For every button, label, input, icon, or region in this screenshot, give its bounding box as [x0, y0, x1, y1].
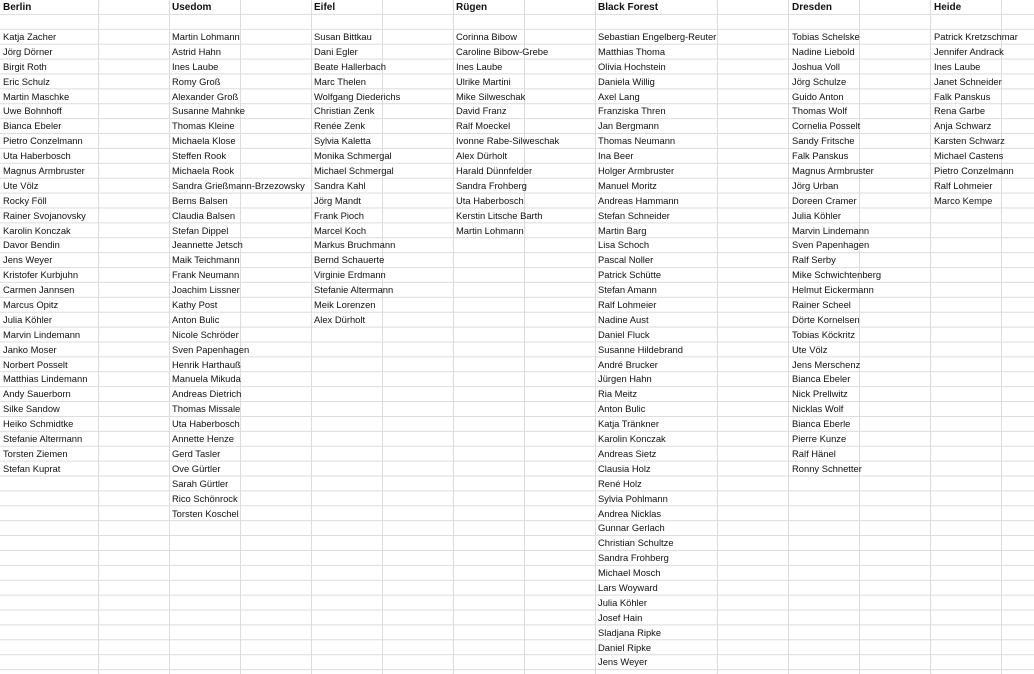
name-cell[interactable]: Ria Meitz [598, 388, 638, 400]
name-cell[interactable]: Jan Bergmann [598, 120, 659, 132]
column-divider [453, 0, 454, 674]
name-cell[interactable]: Bianca Ebeler [792, 373, 851, 385]
name-cell[interactable]: Christian Zenk [314, 105, 375, 117]
name-cell[interactable]: Frank Neumann [172, 269, 240, 281]
name-cell[interactable]: Falk Panskus [792, 150, 849, 162]
name-cell[interactable]: Sandra Kahl [314, 179, 366, 191]
name-cell[interactable]: Michaela Klose [172, 135, 236, 147]
name-cell[interactable]: Rainer Scheel [792, 299, 851, 311]
name-cell[interactable]: Torsten Koschel [172, 507, 239, 519]
name-cell[interactable]: René Holz [598, 477, 642, 489]
name-cell[interactable]: Karolin Konczak [3, 224, 71, 236]
name-cell[interactable]: Uta Haberbosch [456, 194, 524, 206]
name-cell[interactable]: Sandra Frohberg [456, 179, 527, 191]
column-header[interactable]: Eifel [314, 2, 336, 13]
name-cell[interactable]: Julia Köhler [792, 209, 841, 221]
name-cell[interactable]: Karolin Konczak [598, 433, 666, 445]
name-cell[interactable]: Nicklas Wolf [792, 403, 844, 415]
name-cell[interactable]: Marvin Lindemann [792, 224, 870, 236]
name-cell[interactable]: Nadine Aust [598, 313, 649, 325]
name-cell[interactable]: Josef Hain [598, 611, 643, 623]
name-cell[interactable]: Gunnar Gerlach [598, 522, 665, 534]
name-cell[interactable]: Andreas Dietrich [172, 388, 242, 400]
name-cell[interactable]: Ivonne Rabe-Silweschak [456, 135, 560, 147]
name-cell[interactable]: Falk Panskus [934, 90, 991, 102]
name-cell[interactable]: Sylvia Kaletta [314, 135, 371, 147]
name-cell[interactable]: Janet Schneider [934, 75, 1002, 87]
name-cell[interactable]: Jennifer Andrack [934, 45, 1004, 57]
name-cell[interactable]: Matthias Thoma [598, 45, 666, 57]
name-cell[interactable]: Alexander Groß [172, 90, 239, 102]
column-divider [595, 0, 596, 674]
name-cell[interactable]: Christian Schultze [598, 537, 674, 549]
name-cell[interactable]: Ralf Lohmeier [934, 179, 993, 191]
name-cell[interactable]: David Franz [456, 105, 507, 117]
name-cell[interactable]: Julia Köhler [598, 596, 647, 608]
name-cell[interactable]: Stefanie Altermann [3, 433, 83, 445]
name-cell[interactable]: Carmen Jannsen [3, 284, 75, 296]
name-cell[interactable]: Jens Weyer [3, 254, 53, 266]
name-cell[interactable]: Manuel Moritz [598, 179, 657, 191]
name-cell[interactable]: Ines Laube [456, 60, 503, 72]
name-cell[interactable]: Uta Haberbosch [3, 150, 71, 162]
name-cell[interactable]: Torsten Ziemen [3, 447, 68, 459]
name-cell[interactable]: Astrid Hahn [172, 45, 221, 57]
name-cell[interactable]: Andrea Nicklas [598, 507, 662, 519]
name-cell[interactable]: Norbert Posselt [3, 358, 68, 370]
name-cell[interactable]: Kerstin Litsche Barth [456, 209, 543, 221]
name-list [934, 30, 1018, 209]
name-cell[interactable]: Nadine Liebold [792, 45, 855, 57]
name-cell[interactable]: Andreas Sietz [598, 447, 657, 459]
name-cell[interactable]: Romy Groß [172, 75, 221, 87]
name-cell[interactable]: Stefan Dippel [172, 224, 229, 236]
name-cell[interactable]: Marvin Lindemann [3, 328, 81, 340]
name-cell[interactable]: Caroline Bibow-Grebe [456, 45, 549, 57]
name-cell[interactable]: Michael Mosch [598, 567, 661, 579]
name-cell[interactable]: Bianca Ebeler [3, 120, 62, 132]
name-cell[interactable]: Meik Lorenzen [314, 299, 376, 311]
column-header[interactable]: Black Forest [598, 2, 659, 13]
name-cell[interactable]: Pascal Noller [598, 254, 654, 266]
name-cell[interactable]: Jörg Mandt [314, 194, 361, 206]
name-cell[interactable]: Daniela Willig [598, 75, 655, 87]
name-cell[interactable]: Gerd Tasler [172, 447, 221, 459]
name-cell[interactable]: Lisa Schoch [598, 239, 650, 251]
name-cell[interactable]: Kristofer Kurbjuhn [3, 269, 79, 281]
name-cell[interactable]: Ove Gürtler [172, 462, 221, 474]
name-cell[interactable]: Uwe Bohnhoff [3, 105, 62, 117]
name-cell[interactable]: Davor Bendin [3, 239, 60, 251]
name-cell[interactable]: Ralf Serby [792, 254, 836, 266]
name-cell[interactable]: Sebastian Engelberg-Reuter [598, 31, 717, 42]
name-cell[interactable]: Daniel Ripke [598, 641, 652, 653]
name-cell[interactable]: Stefan Kuprat [3, 462, 61, 474]
name-cell[interactable]: Eric Schulz [3, 75, 50, 87]
name-cell[interactable]: Dörte Kornelsen [792, 313, 860, 325]
name-cell[interactable]: Cornelia Posselt [792, 120, 861, 132]
name-cell[interactable]: Pietro Conzelmann [934, 165, 1014, 177]
name-cell[interactable]: Pietro Conzelmann [3, 135, 83, 147]
name-cell[interactable]: Martin Lohmann [456, 224, 524, 236]
name-cell[interactable]: Joachim Lissner [172, 284, 240, 296]
column-header[interactable]: Usedom [172, 2, 212, 13]
name-cell[interactable]: Berns Balsen [172, 194, 228, 206]
column-divider [169, 0, 170, 674]
column-header[interactable]: Rügen [456, 2, 488, 13]
name-cell[interactable]: Mike Schwichtenberg [792, 269, 882, 281]
name-cell[interactable]: Nicole Schröder [172, 328, 239, 340]
name-cell[interactable]: Martin Lohmann [172, 31, 240, 42]
name-cell[interactable]: Kathy Post [172, 299, 218, 311]
name-cell[interactable]: Ute Völz [792, 343, 828, 355]
name-cell[interactable]: Jürgen Hahn [598, 373, 652, 385]
name-cell[interactable]: Jeannette Jetsch [172, 239, 243, 251]
name-cell[interactable]: Patrick Kretzschmar [934, 31, 1018, 42]
name-cell[interactable]: Anja Schwarz [934, 120, 992, 132]
name-cell[interactable]: Michaela Rook [172, 165, 235, 177]
name-cell[interactable]: Guido Anton [792, 90, 844, 102]
name-cell[interactable]: Thomas Neumann [598, 135, 676, 147]
name-cell[interactable]: Jörg Dörner [3, 45, 53, 57]
name-cell[interactable]: Dani Egler [314, 45, 358, 57]
name-cell[interactable]: Sylvia Pohlmann [598, 492, 668, 504]
name-cell[interactable]: Doreen Cramer [792, 194, 857, 206]
name-list [456, 30, 559, 238]
name-cell[interactable]: Lars Woyward [598, 581, 658, 593]
name-cell[interactable]: Markus Bruchmann [314, 239, 396, 251]
name-cell[interactable]: Alex Dürholt [456, 150, 508, 162]
name-cell[interactable]: Tobias Schelske [792, 31, 860, 42]
name-cell[interactable]: Alex Dürholt [314, 313, 366, 325]
name-cell[interactable]: Stefan Schneider [598, 209, 670, 221]
name-list [3, 30, 87, 477]
name-cell[interactable]: Pierre Kunze [792, 433, 847, 445]
name-cell[interactable]: Sladjana Ripke [598, 626, 662, 638]
column-divider [930, 0, 931, 674]
name-cell[interactable]: Wolfgang Diederichs [314, 90, 401, 102]
name-cell[interactable]: Rico Schönrock [172, 492, 238, 504]
name-cell[interactable]: Clausia Holz [598, 462, 651, 474]
name-cell[interactable]: Anton Bulic [172, 313, 220, 325]
name-cell[interactable]: André Brucker [598, 358, 658, 370]
name-cell[interactable]: Nick Prellwitz [792, 388, 848, 400]
name-cell[interactable]: Sven Papenhagen [172, 343, 250, 355]
name-cell[interactable]: Marcel Koch [314, 224, 367, 236]
name-cell[interactable]: Sandra Grießmann-Brzezowsky [172, 179, 305, 191]
name-cell[interactable]: Stefan Amann [598, 284, 657, 296]
name-cell[interactable]: Thomas Kleine [172, 120, 235, 132]
name-cell[interactable]: Silke Sandow [3, 403, 60, 415]
name-cell[interactable]: Sandra Frohberg [598, 552, 669, 564]
name-cell[interactable]: Magnus Armbruster [792, 165, 874, 177]
name-cell[interactable]: Maik Teichmann [172, 254, 240, 266]
name-cell[interactable]: Andreas Hammann [598, 194, 679, 206]
name-cell[interactable]: Ronny Schnetter [792, 462, 862, 474]
name-cell[interactable]: Martin Barg [598, 224, 647, 236]
name-cell[interactable]: Mike Silweschak [456, 90, 526, 102]
name-cell[interactable]: Rainer Svojanovsky [3, 209, 86, 221]
column-divider [788, 0, 789, 674]
name-cell[interactable]: Patrick Schütte [598, 269, 662, 281]
name-cell[interactable]: Bernd Schauerte [314, 254, 385, 266]
name-cell[interactable]: Thomas Missale [172, 403, 241, 415]
name-cell[interactable]: Anton Bulic [598, 403, 646, 415]
name-cell[interactable]: Ralf Lohmeier [598, 299, 657, 311]
name-cell[interactable]: Susanne Hildebrand [598, 343, 683, 355]
name-cell[interactable]: Marc Thelen [314, 75, 366, 87]
name-cell[interactable]: Harald Dünnfelder [456, 165, 533, 177]
name-cell[interactable]: Monika Schmergal [314, 150, 392, 162]
name-cell[interactable]: Birgit Roth [3, 60, 47, 72]
name-cell[interactable]: Katja Zacher [3, 31, 57, 42]
name-cell[interactable]: Ralf Hänel [792, 447, 836, 459]
name-cell[interactable]: Steffen Rook [172, 150, 227, 162]
name-cell[interactable]: Tobias Köckritz [792, 328, 856, 340]
name-cell[interactable]: Marco Kempe [934, 194, 993, 206]
name-cell[interactable]: Martin Maschke [3, 90, 70, 102]
name-cell[interactable]: Henrik Harthauß [172, 358, 241, 370]
name-cell[interactable]: Susan Bittkau [314, 31, 372, 42]
name-cell[interactable]: Katja Tränkner [598, 418, 659, 430]
name-cell[interactable]: Susanne Mahnke [172, 105, 245, 117]
name-cell[interactable]: Annette Henze [172, 433, 235, 445]
name-cell[interactable]: Jörg Schulze [792, 75, 847, 87]
name-cell[interactable]: Ute Völz [3, 179, 39, 191]
name-cell[interactable]: Ines Laube [172, 60, 219, 72]
name-cell[interactable]: Manuela Mikuda [172, 373, 241, 385]
name-cell[interactable]: Michael Castens [934, 150, 1004, 162]
name-cell[interactable]: Renée Zenk [314, 120, 366, 132]
name-cell[interactable]: Ina Beer [598, 150, 634, 162]
name-cell[interactable]: Marcus Opitz [3, 299, 59, 311]
name-cell[interactable]: Michael Schmergal [314, 165, 394, 177]
name-cell[interactable]: Joshua Voll [792, 60, 840, 72]
name-cell[interactable]: Frank Pioch [314, 209, 365, 221]
name-cell[interactable]: Axel Lang [598, 90, 640, 102]
name-cell[interactable]: Olivia Hochstein [598, 60, 666, 72]
name-cell[interactable]: Uta Haberbosch [172, 418, 240, 430]
name-cell[interactable]: Heiko Schmidtke [3, 418, 74, 430]
name-list [172, 30, 305, 521]
name-cell[interactable]: Beate Hallerbach [314, 60, 386, 72]
name-cell[interactable]: Jens Merschenz [792, 358, 861, 370]
column-header[interactable]: Heide [934, 2, 962, 13]
name-list [792, 30, 881, 477]
name-cell[interactable]: Helmut Eickermann [792, 284, 874, 296]
name-cell[interactable]: Franziska Thren [598, 105, 666, 117]
name-cell[interactable]: Andy Sauerborn [3, 388, 71, 400]
name-cell[interactable]: Janko Moser [3, 343, 57, 355]
name-cell[interactable]: Ines Laube [934, 60, 981, 72]
name-cell[interactable]: Rena Garbe [934, 105, 986, 117]
name-cell[interactable]: Virginie Erdmann [314, 269, 386, 281]
name-cell[interactable]: Rocky Föll [3, 194, 47, 206]
name-cell[interactable]: Sarah Gürtler [172, 477, 229, 489]
name-cell[interactable]: Holger Armbruster [598, 165, 675, 177]
name-cell[interactable]: Jens Weyer [598, 656, 648, 668]
name-cell[interactable]: Sven Papenhagen [792, 239, 870, 251]
name-cell[interactable]: Sandy Fritsche [792, 135, 855, 147]
name-cell[interactable]: Daniel Fluck [598, 328, 650, 340]
name-cell[interactable]: Stefanie Altermann [314, 284, 394, 296]
name-list [314, 30, 400, 328]
name-cell[interactable]: Karsten Schwarz [934, 135, 1005, 147]
name-cell[interactable]: Ralf Moeckel [456, 120, 511, 132]
name-cell[interactable]: Magnus Armbruster [3, 165, 85, 177]
name-cell[interactable]: Thomas Wolf [792, 105, 848, 117]
name-cell[interactable]: Claudia Balsen [172, 209, 236, 221]
name-list [598, 30, 716, 670]
name-cell[interactable]: Corinna Bibow [456, 31, 517, 42]
column-divider [311, 0, 312, 674]
column-header[interactable]: Dresden [792, 2, 833, 13]
name-cell[interactable]: Jörg Urban [792, 179, 839, 191]
name-cell[interactable]: Matthias Lindemann [3, 373, 88, 385]
column-header[interactable]: Berlin [3, 2, 32, 13]
column-divider [717, 0, 718, 674]
name-cell[interactable]: Julia Köhler [3, 313, 52, 325]
column-divider [98, 0, 99, 674]
name-cell[interactable]: Bianca Eberle [792, 418, 851, 430]
name-cell[interactable]: Ulrike Martini [456, 75, 511, 87]
